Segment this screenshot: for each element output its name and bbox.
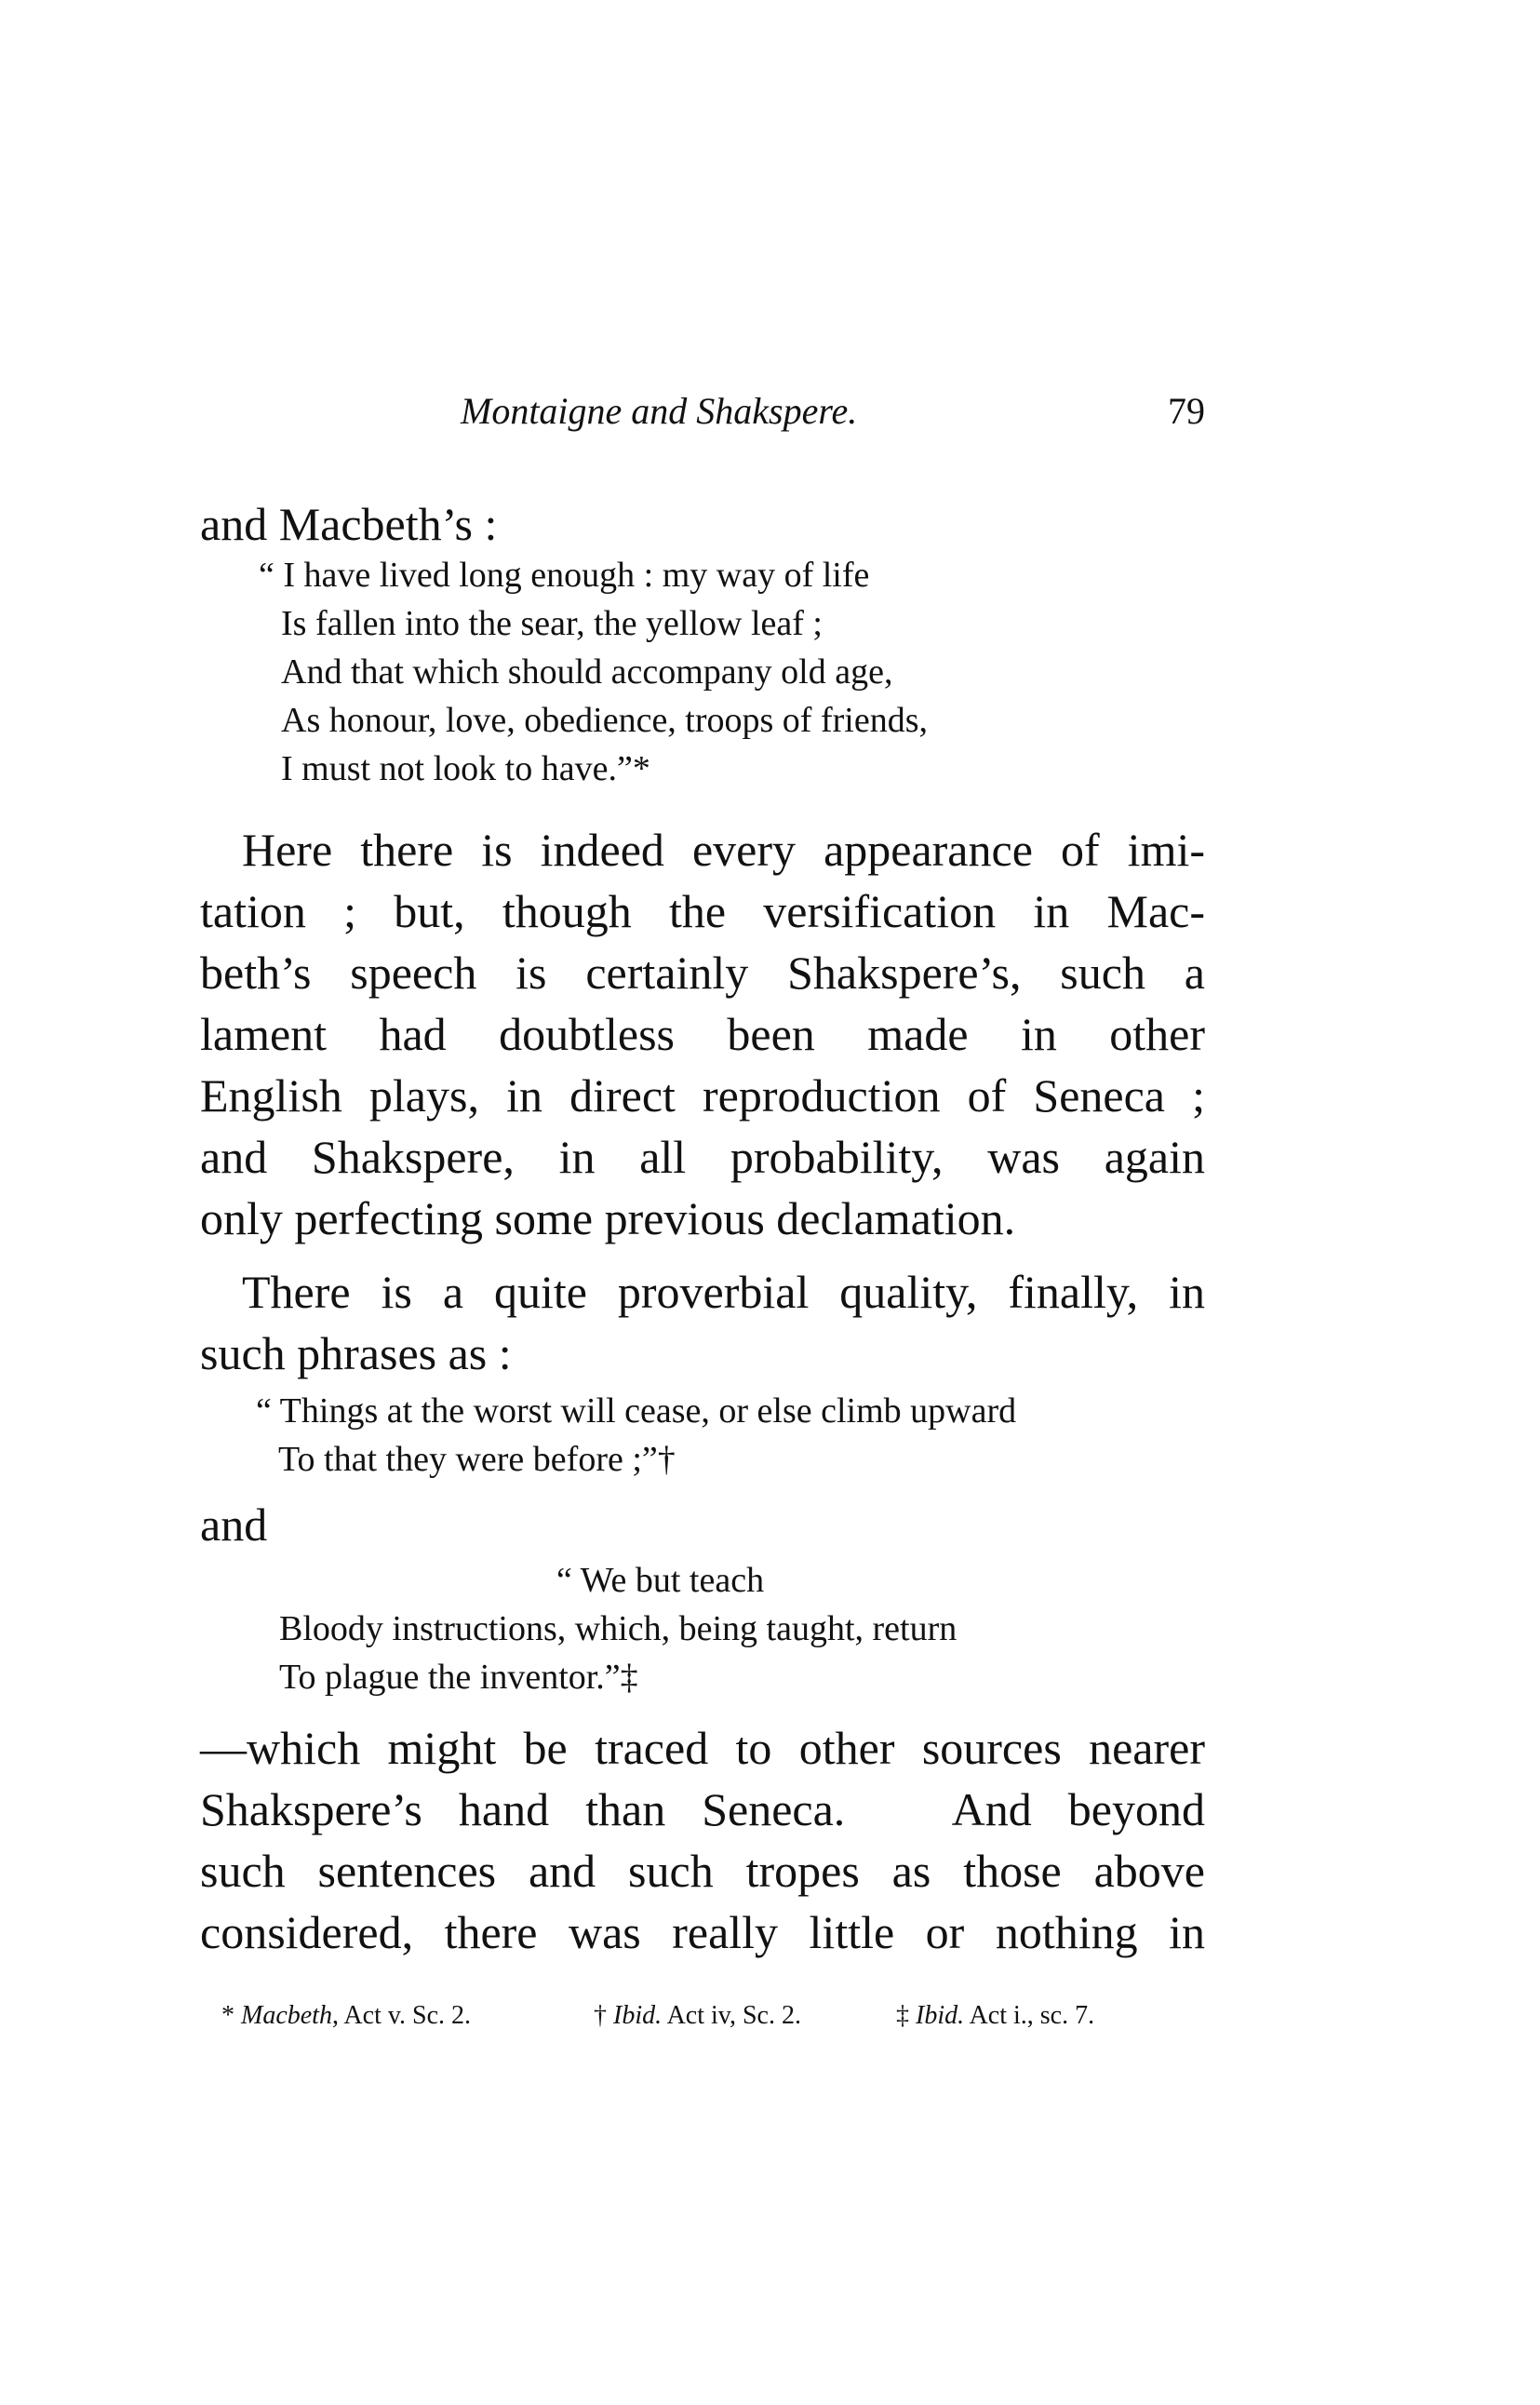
- paragraph-2: [200, 1261, 1205, 1384]
- text-line: English plays, in direct reproduction of Seneca ;: [200, 1069, 1205, 1122]
- intro-line: [200, 493, 1205, 555]
- verse-line: “ I have lived long enough : my way of life: [259, 556, 870, 595]
- footnote-mark: †: [594, 2001, 607, 2030]
- footnote-work: Ibid.: [613, 2001, 663, 2030]
- text-line: beth’s speech is certainly Shakspere’s, such a: [200, 947, 1205, 999]
- text-line: considered, there was really little or nothing in: [200, 1906, 1205, 1958]
- verse-line: To that they were before ;”†: [278, 1440, 676, 1479]
- text-line: —which might be traced to other sources nearer: [200, 1722, 1205, 1774]
- footnote-mark: ‡: [896, 2001, 909, 2030]
- and-line: [200, 1494, 1205, 1555]
- verse-line: “ Things at the worst will cease, or else climb upward: [256, 1391, 1017, 1431]
- verse-line: Bloody instructions, which, being taught, return: [279, 1609, 957, 1648]
- text-line: and: [200, 1498, 268, 1551]
- quote-macbeth: [259, 551, 928, 793]
- footnote: [221, 2001, 471, 2031]
- verse-line: And that which should accompany old age,: [281, 652, 893, 692]
- paragraph-1: [200, 819, 1205, 1249]
- text-line: There is a quite proverbial quality, finally, in: [242, 1266, 1205, 1318]
- text-line: lament had doubtless been made in other: [200, 1008, 1205, 1060]
- footnote: [594, 2001, 801, 2031]
- footnote-ref: Act i., sc. 7.: [964, 2001, 1095, 2030]
- text-line: such phrases as :: [200, 1327, 512, 1379]
- verse-line: As honour, love, obedience, troops of friends,: [281, 701, 928, 740]
- footnote-work: Ibid.: [916, 2001, 965, 2030]
- quote-3: [279, 1556, 957, 1701]
- verse-line: Is fallen into the sear, the yellow leaf ;: [281, 604, 823, 643]
- page-number: 79: [1168, 390, 1205, 432]
- footnote-ref: , Act v. Sc. 2.: [331, 2001, 472, 2030]
- quote-2: [256, 1387, 1016, 1484]
- verse-line: I must not look to have.”*: [281, 749, 650, 788]
- footnote-mark: *: [221, 2001, 234, 2030]
- text-line: tation ; but, though the versification in Mac-: [200, 885, 1205, 937]
- text-line: Shakspere’s hand than Seneca. And beyond: [200, 1783, 1205, 1835]
- footnote: [896, 2001, 1094, 2031]
- page-header: [200, 389, 1205, 454]
- running-title: Montaigne and Shakspere.: [461, 390, 858, 432]
- text-line: Here there is indeed every appearance of imi-: [242, 824, 1205, 876]
- paragraph-3: [200, 1717, 1205, 1963]
- footnote-work: Macbeth: [241, 2001, 332, 2030]
- text-line: and Macbeth’s :: [200, 498, 498, 550]
- text-line: and Shakspere, in all probability, was again: [200, 1131, 1205, 1183]
- verse-line: “ We but teach: [556, 1561, 765, 1600]
- footnote-ref: Act iv, Sc. 2.: [662, 2001, 801, 2030]
- verse-line: To plague the inventor.”‡: [279, 1658, 638, 1697]
- text-line: such sentences and such tropes as those above: [200, 1845, 1205, 1897]
- text-line: only perfecting some previous declamation.: [200, 1192, 1016, 1244]
